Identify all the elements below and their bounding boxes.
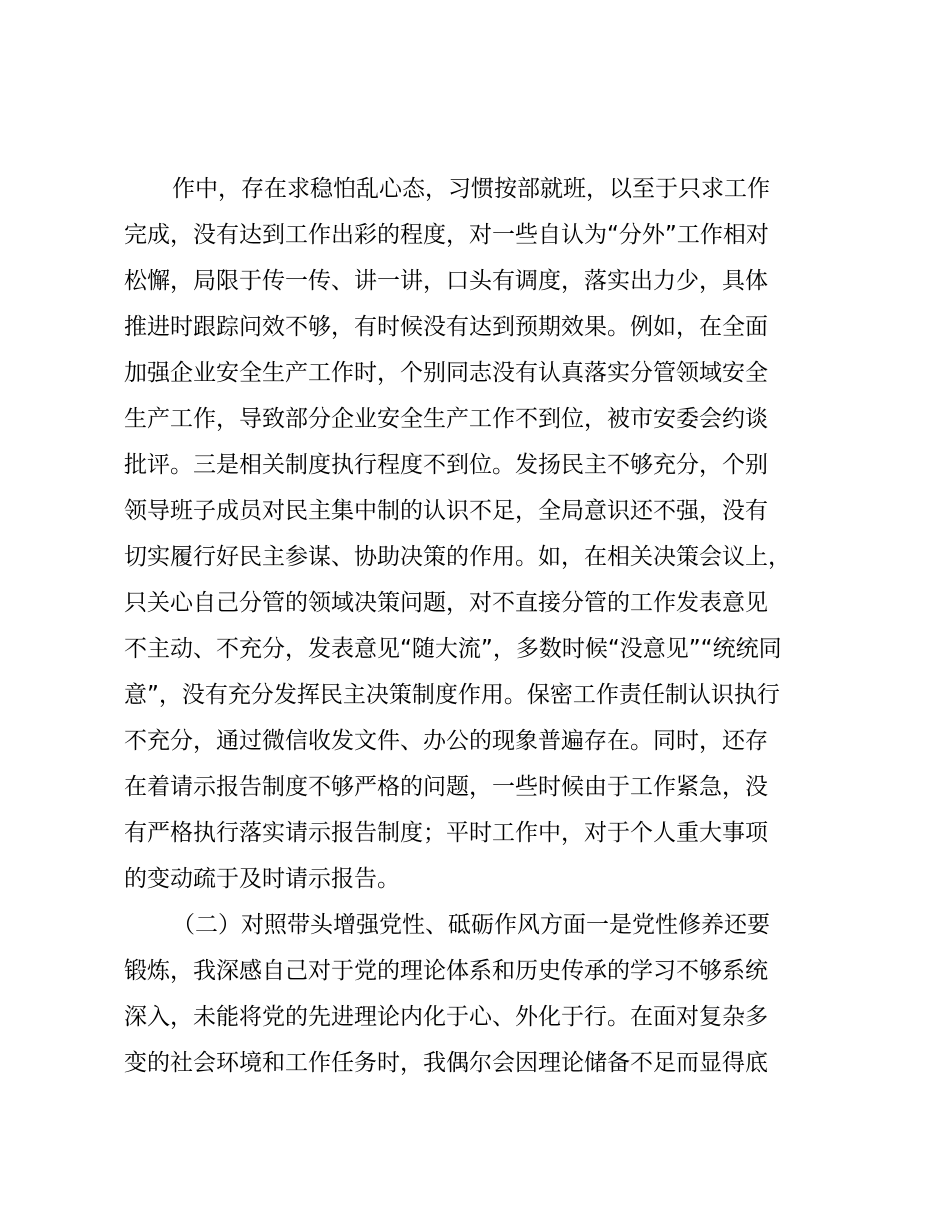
- text-line: 领导班子成员对民主集中制的认识不足，全局意识还不强，没有: [124, 498, 768, 524]
- text-line: 深入，未能将党的先进理论内化于心、外化于行。在面对复杂多: [124, 1004, 768, 1030]
- text-line: 意”，没有充分发挥民主决策制度作用。保密工作责任制认识执行: [124, 682, 780, 708]
- text-line: 加强企业安全生产工作时，个别同志没有认真落实分管领域安全: [124, 360, 768, 386]
- text-line: 变的社会环境和工作任务时，我偶尔会因理论储备不足而显得底: [124, 1050, 768, 1076]
- text-line: 有严格执行落实请示报告制度；平时工作中，对于个人重大事项: [124, 820, 768, 846]
- text-line: 在着请示报告制度不够严格的问题，一些时候由于工作紧急，没: [124, 774, 768, 800]
- text-line: 不充分，通过微信收发文件、办公的现象普遍存在。同时，还存: [124, 728, 768, 754]
- text-line: 作中，存在求稳怕乱心态，习惯按部就班，以至于只求工作: [172, 176, 770, 202]
- text-line: 切实履行好民主参谋、协助决策的作用。如，在相关决策会议上，: [124, 544, 791, 570]
- text-line: 的变动疏于及时请示报告。: [124, 866, 400, 892]
- text-line: 不主动、不充分，发表意见“随大流”，多数时候“没意见”“统统同: [124, 636, 782, 662]
- text-line: 只关心自己分管的领域决策问题，对不直接分管的工作发表意见: [124, 590, 768, 616]
- text-line: 生产工作，导致部分企业安全生产工作不到位，被市安委会约谈: [124, 406, 768, 432]
- text-line: 完成，没有达到工作出彩的程度，对一些自认为“分外”工作相对: [124, 222, 769, 248]
- text-line: 松懈，局限于传一传、讲一讲，口头有调度，落实出力少，具体: [124, 268, 768, 294]
- text-line: 锻炼，我深感自己对于党的理论体系和历史传承的学习不够系统: [124, 958, 768, 984]
- text-line: 推进时跟踪问效不够，有时候没有达到预期效果。例如，在全面: [124, 314, 768, 340]
- body-text: [124, 166, 844, 1086]
- text-line: 批评。三是相关制度执行程度不到位。发扬民主不够充分，个别: [124, 452, 768, 478]
- section-heading-line: （二）对照带头增强党性、砥砺作风方面一是党性修养还要: [172, 912, 770, 938]
